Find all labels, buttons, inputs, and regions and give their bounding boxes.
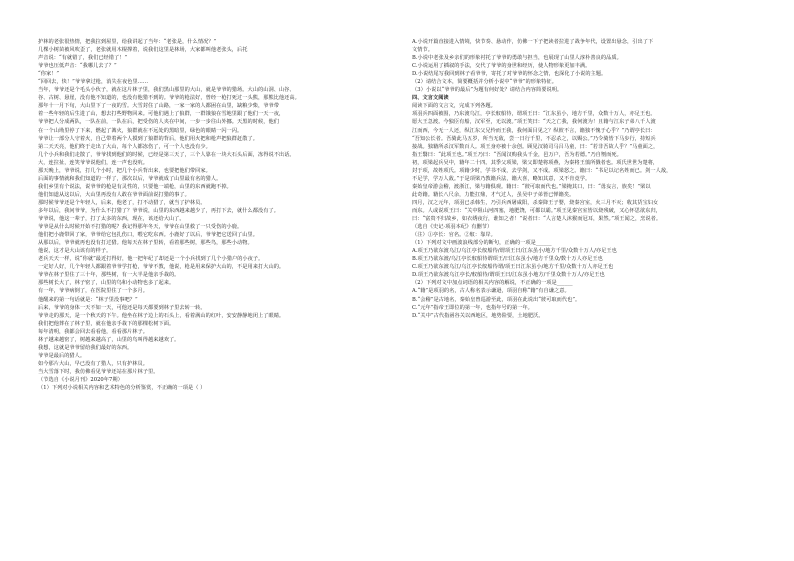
left-column-line: 他醒来的第一句话就是：“林子里没事吧？” (38, 296, 138, 303)
left-column-line: 着一些年轻的后生进了山，想去打些野物回来。可他们遇上了狼群，一群饿狼在雪地里跟了他们一天一夜， (38, 111, 285, 118)
right-column-line: 四月，汉之元年，项羽已杀韩生，乃引兵西屠咸阳，杀秦降王子婴，烧秦宫室，火三月不灭；收其货宝妇女 (412, 199, 659, 206)
left-column-line: “你家！” (38, 71, 60, 78)
left-column-line: 林子越来越密了，树越来越高了，山里的鸟叫得越来越欢了。 (38, 336, 180, 343)
right-column-line: A.“籍”是项羽的名，古人称名表示谦逊，项羽自称“籍”有自谦之意。 (412, 288, 570, 295)
left-column-line: 那天晚上，爷爷说，打几个小时，把几个小兵背出来，也要把他们带回家。 (38, 167, 211, 174)
right-column-line: 曰：“富贵不归故乡，如衣绣夜行，谁知之者！”说者曰：“人言楚人沐猴而冠耳，果然。”项王闻之，烹说者。 (412, 216, 662, 223)
right-column-line: D.项王乃欲东渡乌江亭长/舣船待/谓项王曰/江东虽小地方/千里众数十万人/亦足王也 (412, 272, 605, 279)
right-column-line: 封于项，故姓项氏。项籍少时，学书不成，去学剑，又不成。项梁怒之。籍曰：“书足以记名姓而已。剑一人敌， (412, 167, 672, 174)
left-column-line: 爷爷在林子里住了三十年，那些树，有一大半是他亲手栽的。 (38, 272, 180, 279)
left-column-line: 从那以后，爷爷就再也没有打过猎。他每天在林子里转，看着那些树，那些鸟，那些小动物。 (38, 240, 253, 247)
left-column-line: 爷爷走的那天，是一个秋天的下午。他坐在林子边上的石头上，看着满山的红叶，安安静静地闭上了眼睛。 (38, 312, 285, 319)
left-column-line: 爷爷也压低声音：“我哪儿去了？” (38, 63, 117, 70)
left-column-line: （节选自《小说月刊》2020年7期） (38, 376, 123, 383)
right-column-line: B.小说中老张及乡亲们的形象衬托了爷爷的勇敢与担当，也展现了山里人淳朴善良的品质。 (412, 55, 622, 62)
right-column-line: A.小说开篇直接进入情境，快节奏、悬动作，仿佛一下子把读者拉进了战争年代，设置出悬念，引出了下 (412, 39, 654, 45)
right-column-line: D.“关中”古代指函谷关以西地区，地势险要，土地肥沃。 (412, 312, 544, 319)
right-column-line: 不足学，学万人敌。”于是项梁乃教籍兵法，籍大喜，略知其意，又不肯竟学。 (412, 175, 591, 182)
right-column-line: 文情节。 (412, 47, 433, 54)
left-column-line: 爷爷让一部分人守着火，自己带着两个人摸到了狼群的背后，他们用火把和枪声把狼群赶散了。 (38, 135, 258, 142)
left-column-line: 我想，这就是爷爷留给我们最好的东西。 (38, 344, 133, 351)
left-column (38, 38, 392, 392)
left-column-line: 几个小兵和我们走散了，爷爷找到他们的时候，已经是第三天了，三个人靠在一块大石头后面，冻得说不出话。 (38, 151, 295, 158)
left-column-line: 老兵天天一样，说“你就”最近打得好，他一把年纪了却还是一个小兵找到了几个小猎户的小夜子。 (38, 256, 264, 263)
right-column-line: （选自《史记·项羽本纪》有删节） (412, 224, 493, 231)
right-column-line: 此奇籍。籍长八尺余，力能扛鼎，才气过人，虽吴中子弟皆已惮籍矣。 (412, 191, 575, 198)
left-column-line: 第二天天亮，他们终于走出了大山，每个人都冻伤了，可一个人也没有少。 (38, 143, 211, 150)
left-column-line: 那年十一月下旬，大山里下了一夜的雪。大雪封住了山路，一家一家的人都困在山里，缺粮少柴，爷爷带 (38, 103, 279, 110)
right-column-line: （1）下列对文中画波浪线部分的断句，正确的一项是______ (412, 240, 552, 247)
left-column-line: 谷、古树、悬崖，没有他不知道的，也没有他猎不到的。爷爷的枪法好，曾经一枪打死过一头熊，那熊比他还高。 (38, 95, 300, 102)
right-column-line: （3）小说以“爷爷的最后”为题有何好处？请结合内容简要说明。 (412, 87, 563, 94)
left-column-line: 当年，爷爷还是个毛头小伙子，就在这片林子里，我们黑山那里的大山，就是爷爷的猎场。大山的山洞、山谷、 (38, 87, 295, 94)
right-column-line: D.小说结尾写我回到林子看爷爷，寄托了对爷爷的怀念之情，也深化了小说的主题。 (412, 71, 607, 78)
left-column-line: “回回去，快！”爷爷拿过枪，消失在夜色里…… (38, 79, 149, 86)
left-column-line: 那时候爷爷还是个年轻人，后来，他老了，打不动猎了，就当了护林员。 (38, 199, 206, 206)
right-column-line: A.项王乃欲东渡乌江/乌江亭长舣船待/谓项王曰/江东虽小/地方千里/众数十万人/亦足王也 (412, 248, 617, 255)
left-column-line: 大，连拉扯，连笑爷爷说他们，连一声也没吭。 (38, 159, 148, 166)
left-column-line: 在一个山坳里停了下来，燃起了篝火，狼群就在不远处的黑暗里，绿色的眼睛一闪一闪。 (38, 127, 243, 134)
right-column-line: 而东。人或说项王曰：“关中阻山河四塞，地肥饶，可都以霸。”项王见秦宫室皆以烧残破，又心怀思欲东归， (412, 207, 661, 214)
right-column-line: “吾知公长者。吾骑此马五岁，所当无敌，尝一日行千里，不忍杀之，以赐公。”乃令骑皆下马步行，持短兵 (412, 135, 656, 142)
left-column-line: （1）下列对小说相关内容和艺术特色的分析鉴赏，不正确的一项是（ ） (38, 385, 206, 392)
left-column-line: 爷爷是从什么时候开始不打猎的呢？我记得那年冬天，爷爷在山里救了一只受伤的小鹿。 (38, 224, 243, 231)
left-column-line: 爷爷把人分成两队，一队在前，一队在后，把受伤的人夹在中间，一步一步往山外挪。天黑的时候，他们 (38, 119, 279, 126)
right-column-line: 项羽兵四面被围，乃东渡乌江，亭长舣船待，谓项王曰：“江东虽小，地方千里，众数十万人，亦足王也。 (412, 111, 656, 118)
right-column-line: （2）请结合文本，简要概括并分析小说中“爷爷”的形象特征。 (412, 79, 557, 86)
right-column-line: （注）①亭长：官名。②舣：靠岸。 (412, 232, 496, 239)
left-column-line: 声音说：“有就错了，我们已经错了！” (38, 55, 128, 62)
right-column-line: 初，项梁起兵吴中，籍年二十四。其季父项梁，梁父即楚将项燕，为秦将王翦所戮者也。项氏世世为楚将， (412, 159, 659, 166)
right-column-line: 指王翳曰：“此项王也。”项王乃曰：“吾闻汉购我头千金，邑万户，吾为若德。”乃自刎而死。 (412, 151, 622, 158)
left-column-line: 如今那片大山，早已没有了猎人，只有护林员。 (38, 360, 148, 367)
left-column-line: 爷爷说，他这一辈子，打了太多的东西，现在，该还给大山了。 (38, 216, 185, 223)
left-column-line: 那些树长大了，林子密了，山里的鸟和小动物也多了起来。 (38, 280, 175, 287)
left-column-line: 他们把小鹿带回了家，爷爷给它包扎伤口，喂它吃东西。小鹿好了以后，爷爷把它送回了山里。 (38, 232, 258, 239)
left-column-line: 后来，爷爷的身体一天不如一天，可他还是每天都要到林子里去转一转。 (38, 304, 206, 311)
left-column-line: 每年清明，我都会回去看看他，看看那片林子。 (38, 328, 148, 335)
left-column-line: 当大雪落下时，我仿佛看见爷爷还站在那片林子里。 (38, 368, 159, 375)
left-column-line: 多年以后，我问爷爷，为什么不打猎了？爷爷说，山里的东西越来越少了，再打下去，就什么都没有了。 (38, 207, 279, 214)
right-column (412, 38, 766, 320)
right-column-line: 秦始皇帝游会稽，渡浙江，梁与籍俱观。籍曰：“彼可取而代也。”梁掩其口，曰：“毋妄言，族矣！”梁以 (412, 183, 651, 190)
left-column-line: 护林的老张很热情，把我拉到屋里，给我讲起了当年：“老张是，什么情况？” (38, 39, 217, 45)
right-column-line: 江而西，今无一人还，纵江东父兄怜而王我，我何面目见之？纵彼不言，籍独不愧于心乎？”乃谓亭长曰： (412, 127, 656, 134)
right-column-line: C.项王乃欲东渡乌江/乌江亭长舣船待谓/项王曰江东虽小/地方千里/众数十万人亦足王也 (412, 264, 614, 271)
left-column-line: 爷爷是最后的猎人。 (38, 352, 86, 359)
right-column-line: B.“会稽”是古地名，秦始皇曾巡游至此，项羽在此说出“彼可取而代也”。 (412, 296, 581, 303)
right-column-line: 阅读下面的文言文，完成下列各题。 (412, 103, 496, 110)
left-column-line: 我们乡里有个说法，说爷爷的枪是有灵性的，只要他一端枪，山里的东西就跑不掉。 (38, 183, 232, 190)
right-column-line: 四、文言文阅读 (412, 95, 449, 102)
left-column-line: 后面的事情就和我们知道的一样了，那次以后，爷爷就成了山里最有名的猎人。 (38, 175, 222, 182)
right-column-line: 接战。独籍所杀汉军数百人。项王身亦被十余创。顾见汉骑司马吕马童，曰：“若非吾故人乎？”马童面之， (412, 143, 659, 150)
left-column-line: 他们知道从这以后，大山里再没有人敢在爷爷面前说打猎的事了。 (38, 191, 190, 198)
left-column-line: 我们把他葬在了林子里，就在他亲手栽下的那棵松树下面。 (38, 320, 175, 327)
left-column-line: 他说，这才是大山该有的样子。 (38, 248, 112, 255)
right-column-line: （2）下列对文中加点词语的相关内容的解说，不正确的一项是______ (412, 280, 573, 287)
right-column-line: 愿大王急渡。今独臣有船，汉军至，无以渡。”项王笑曰：“天之亡我，我何渡为！且籍与江东子弟八千人渡 (412, 119, 656, 126)
left-column-line: 一定好人好，几个年轻人都跟着爷爷学打枪，爷爷不教，他说，枪是用来保护大山的，不是用来打大山的。 (38, 264, 285, 271)
left-column-line: 几棵小树苗被风吹歪了，老张就用木棍撑着，说我们这里是林场，大家都叫他老张头，后托 (38, 47, 248, 54)
right-column-line: C.小说运用了插叙的手法，交代了爷爷的身世和经历，使人物形象更加丰满。 (412, 63, 591, 70)
right-column-line: C.“元年”指帝王即位的第一年，也指年号的第一年。 (412, 304, 533, 311)
right-column-line: B.项王乃欲东渡/乌江亭长舣船待谓项王/曰江东虽小/地方千里众/数十万人亦足王也 (412, 256, 603, 263)
left-column-line: 有一年，爷爷病倒了，在医院里住了一个多月。 (38, 288, 148, 295)
